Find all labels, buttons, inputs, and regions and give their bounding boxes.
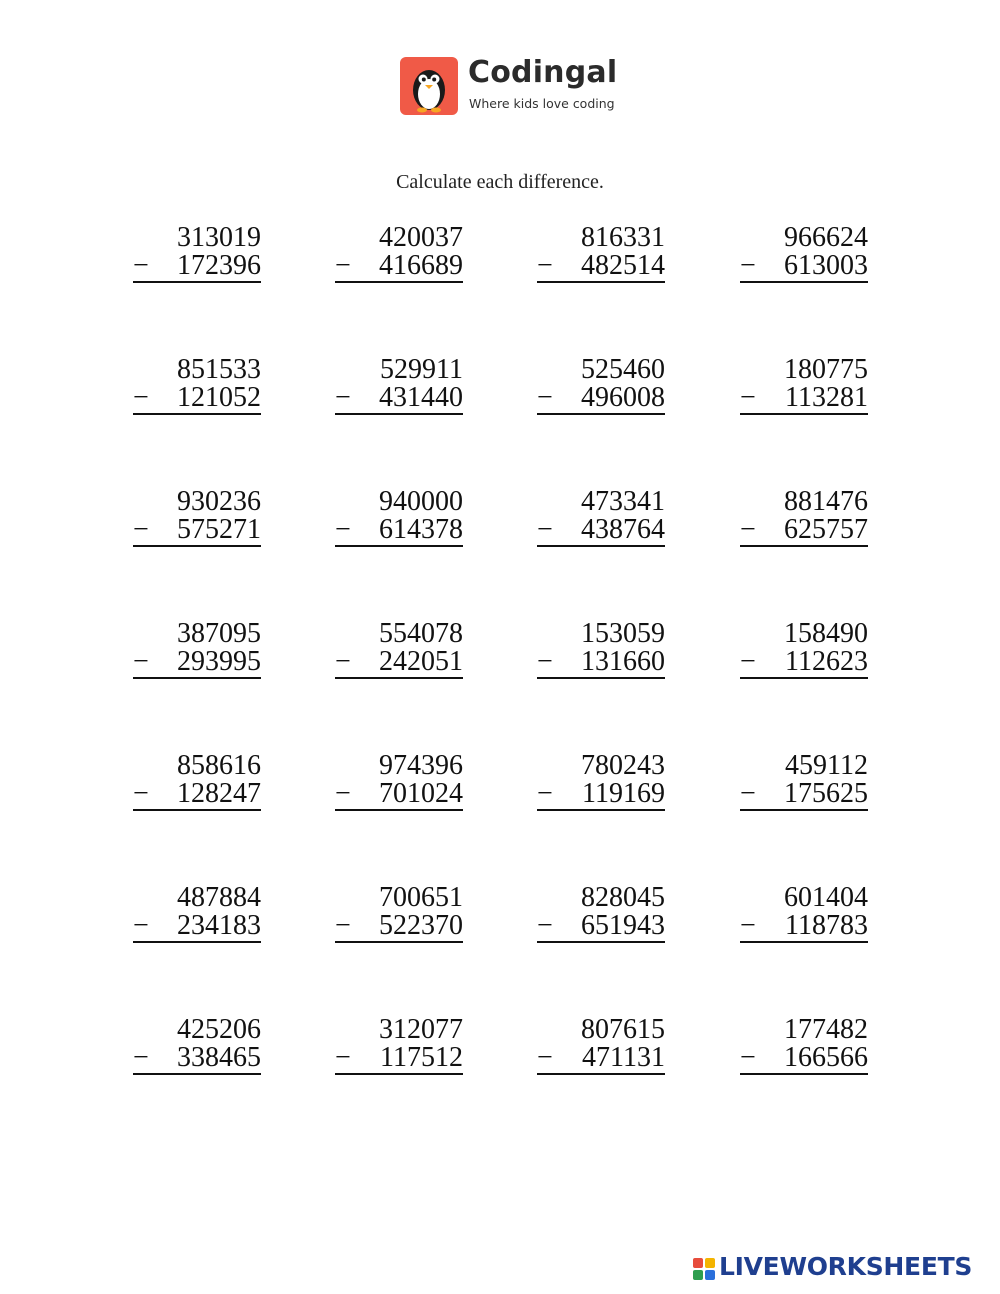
subtrahend-line [335,1044,463,1075]
subtraction-problem [335,884,463,943]
subtraction-problem [537,620,665,679]
subtrahend: 242051 [379,646,463,677]
subtraction-problem [537,1016,665,1075]
minuend: 930236 [177,486,261,517]
minus-sign: − [537,1042,553,1073]
subtrahend: 128247 [177,778,261,809]
minus-sign: − [537,778,553,809]
minuend: 816331 [581,222,665,253]
minuend: 473341 [581,486,665,517]
subtraction-problem [740,884,868,943]
subtrahend-line [740,252,868,283]
subtraction-problem [335,356,463,415]
minuend: 529911 [380,354,463,385]
subtrahend-line [133,252,261,283]
subtraction-problem [133,620,261,679]
subtraction-problem [740,356,868,415]
subtrahend-line [335,384,463,415]
minuend: 313019 [177,222,261,253]
minuend: 700651 [379,882,463,913]
minuend: 966624 [784,222,868,253]
minus-sign: − [335,778,351,809]
subtrahend: 121052 [177,382,261,413]
subtrahend-line [335,252,463,283]
minus-sign: − [537,646,553,677]
subtrahend-line [537,384,665,415]
subtrahend-line [740,516,868,547]
subtraction-problem [133,488,261,547]
minus-sign: − [133,778,149,809]
liveworksheets-logo-icon [693,1258,715,1280]
minuend: 459112 [785,750,868,781]
subtrahend: 471131 [582,1042,665,1073]
subtrahend: 113281 [785,382,868,413]
minus-sign: − [740,646,756,677]
subtraction-problem [740,224,868,283]
minuend: 807615 [581,1014,665,1045]
subtraction-problem [335,620,463,679]
minus-sign: − [537,382,553,413]
subtrahend: 625757 [784,514,868,545]
subtraction-problem [335,224,463,283]
minus-sign: − [335,514,351,545]
minuend: 180775 [784,354,868,385]
subtrahend-line [335,516,463,547]
subtrahend: 651943 [581,910,665,941]
subtrahend-line [133,1044,261,1075]
subtrahend-line [335,780,463,811]
minus-sign: − [740,778,756,809]
subtrahend: 117512 [380,1042,463,1073]
minuend: 554078 [379,618,463,649]
minuend: 851533 [177,354,261,385]
minuend: 858616 [177,750,261,781]
subtraction-problem [537,488,665,547]
minus-sign: − [335,646,351,677]
minuend: 881476 [784,486,868,517]
subtraction-problem [537,224,665,283]
minus-sign: − [133,382,149,413]
subtrahend-line [740,912,868,943]
subtrahend-line [740,780,868,811]
minuend: 387095 [177,618,261,649]
minus-sign: − [740,1042,756,1073]
brand-name: Codingal [468,55,618,90]
subtraction-problem [740,620,868,679]
subtraction-problem [740,1016,868,1075]
brand-tagline: Where kids love coding [469,96,615,111]
minuend: 153059 [581,618,665,649]
minus-sign: − [133,646,149,677]
penguin-icon [400,57,458,115]
subtrahend-line [740,648,868,679]
minuend: 828045 [581,882,665,913]
codingal-logo [400,57,630,117]
subtrahend: 112623 [785,646,868,677]
subtrahend: 613003 [784,250,868,281]
minus-sign: − [740,910,756,941]
minus-sign: − [133,1042,149,1073]
minus-sign: − [537,514,553,545]
subtraction-problem [335,752,463,811]
minus-sign: − [133,910,149,941]
minus-sign: − [335,382,351,413]
subtrahend: 175625 [784,778,868,809]
subtrahend-line [133,780,261,811]
subtrahend: 496008 [581,382,665,413]
liveworksheets-footer [693,1252,993,1286]
subtraction-problem [740,488,868,547]
subtraction-problem [537,752,665,811]
subtrahend: 234183 [177,910,261,941]
subtraction-problem [335,488,463,547]
subtraction-problem [740,752,868,811]
minus-sign: − [740,514,756,545]
minus-sign: − [335,250,351,281]
subtraction-problem [133,884,261,943]
subtrahend: 293995 [177,646,261,677]
instruction-text: Calculate each difference. [396,171,604,193]
subtrahend-line [537,912,665,943]
minus-sign: − [537,250,553,281]
subtraction-problem [133,752,261,811]
subtrahend-line [537,252,665,283]
subtrahend-line [537,780,665,811]
minus-sign: − [740,382,756,413]
minuend: 425206 [177,1014,261,1045]
subtrahend: 438764 [581,514,665,545]
subtrahend: 575271 [177,514,261,545]
subtrahend-line [335,648,463,679]
minus-sign: − [740,250,756,281]
subtraction-problem [133,1016,261,1075]
subtrahend: 172396 [177,250,261,281]
minuend: 420037 [379,222,463,253]
subtrahend: 522370 [379,910,463,941]
subtrahend-line [537,648,665,679]
subtrahend-line [740,384,868,415]
minus-sign: − [335,910,351,941]
minus-sign: − [335,1042,351,1073]
subtrahend-line [133,912,261,943]
minus-sign: − [537,910,553,941]
minuend: 177482 [784,1014,868,1045]
subtrahend-line [335,912,463,943]
subtrahend-line [537,1044,665,1075]
subtrahend: 431440 [379,382,463,413]
subtrahend: 166566 [784,1042,868,1073]
subtrahend-line [133,384,261,415]
minuend: 525460 [581,354,665,385]
subtrahend: 119169 [582,778,665,809]
subtraction-problem [537,884,665,943]
subtrahend-line [133,648,261,679]
minus-sign: − [133,514,149,545]
subtrahend-line [133,516,261,547]
minuend: 780243 [581,750,665,781]
minuend: 974396 [379,750,463,781]
subtrahend-line [740,1044,868,1075]
subtrahend-line [537,516,665,547]
subtrahend: 701024 [379,778,463,809]
subtrahend: 118783 [785,910,868,941]
subtrahend: 614378 [379,514,463,545]
liveworksheets-brand: LIVEWORKSHEETS [719,1252,973,1281]
subtrahend: 338465 [177,1042,261,1073]
minuend: 601404 [784,882,868,913]
subtraction-problem [335,1016,463,1075]
subtrahend: 482514 [581,250,665,281]
minus-sign: − [133,250,149,281]
subtraction-problem [133,356,261,415]
minuend: 940000 [379,486,463,517]
minuend: 158490 [784,618,868,649]
subtraction-problem [537,356,665,415]
subtraction-problem [133,224,261,283]
minuend: 312077 [379,1014,463,1045]
subtrahend: 131660 [581,646,665,677]
minuend: 487884 [177,882,261,913]
subtrahend: 416689 [379,250,463,281]
